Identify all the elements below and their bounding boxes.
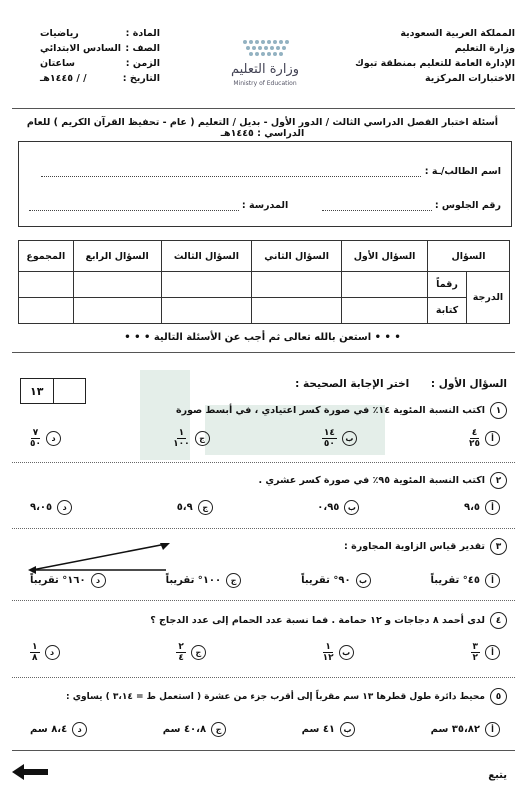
section-title: السؤال الأول : [430, 378, 507, 390]
fraction-numerator: ٣ [472, 642, 478, 652]
option-text: ٠،٩٥ [317, 502, 340, 513]
option-text: ٤٥° تقريباً [430, 575, 480, 586]
grades-column-header: السؤال الأول [342, 241, 428, 272]
option-d[interactable] [30, 722, 87, 737]
section-instruction: اختر الإجابة الصحيحة : [295, 378, 410, 390]
option-text: ٤٠،٨ سم [162, 724, 207, 735]
grades-column-header: السؤال الرابع [73, 241, 161, 272]
option-d[interactable] [30, 500, 72, 515]
question-2-options [30, 500, 500, 515]
question-3 [344, 538, 507, 555]
grades-column-header: المجموع [19, 241, 74, 272]
question-divider [12, 528, 515, 529]
option-letter: ب [340, 722, 355, 737]
option-text: ٣٥،٨٢ سم [430, 724, 480, 735]
question-divider [12, 462, 515, 463]
header-ministry-block [315, 26, 515, 86]
header-divider [12, 108, 515, 109]
question-text: تقدير قياس الزاوية المجاورة : [344, 541, 485, 552]
grade-cell[interactable] [73, 272, 161, 298]
option-text: ٩،٥ [463, 502, 480, 513]
option-c[interactable] [176, 642, 206, 663]
option-a[interactable] [471, 642, 501, 663]
grades-score-label: الدرجة [467, 272, 510, 324]
option-letter: ب [356, 573, 371, 588]
date-value: / / ١٤٤٥هـ [40, 73, 87, 84]
seat-number-field[interactable] [322, 201, 432, 211]
grade-cell[interactable] [161, 272, 252, 298]
date-label: التاريخ : [122, 73, 160, 84]
option-letter: د [46, 431, 61, 446]
option-letter: ب [342, 431, 357, 446]
option-letter: ج [226, 573, 241, 588]
fraction-numerator: ٧ [32, 428, 39, 438]
grade-cell[interactable] [73, 298, 161, 324]
option-letter: ج [198, 500, 213, 515]
question-4-options [30, 642, 500, 663]
option-b[interactable] [323, 642, 354, 663]
time-value: ساعتان [40, 58, 75, 69]
question-divider [12, 677, 515, 678]
question-number: ٣ [490, 538, 507, 555]
option-c[interactable] [163, 722, 226, 737]
header-line: وزارة التعليم [454, 43, 515, 54]
option-letter: ب [344, 500, 359, 515]
grades-written-label: كتابة [428, 298, 467, 324]
option-c[interactable] [177, 500, 213, 515]
question-text: اكتب النسبة المئوية ٩٥٪ في صورة كسر عشري . [258, 475, 485, 486]
subject-label: المادة : [125, 28, 160, 39]
option-d[interactable] [30, 428, 61, 449]
grade-cell[interactable] [161, 298, 252, 324]
option-a[interactable] [431, 573, 500, 588]
option-c[interactable] [166, 573, 242, 588]
score-blank[interactable] [53, 379, 86, 403]
question-2 [259, 472, 507, 489]
option-text: ٩،٠٥ [30, 502, 53, 513]
option-letter: أ [485, 645, 500, 660]
question-1 [176, 402, 507, 419]
option-c[interactable] [173, 428, 209, 449]
fraction-numerator: ١ [178, 428, 185, 438]
grade-cell[interactable] [252, 298, 342, 324]
question-number: ١ [490, 402, 507, 419]
ministry-logo [205, 30, 325, 90]
score-value: ١٣ [30, 384, 44, 398]
question-text: لدى أحمد ٨ دجاجات و ١٢ حمامة . فما نسبة عدد الحمام إلى عدد الدجاج ؟ [150, 615, 485, 626]
option-letter: ج [195, 431, 210, 446]
question-1-options [30, 428, 500, 449]
option-letter: ب [339, 645, 354, 660]
fraction-denominator: ٥٠ [323, 439, 335, 449]
option-text: ٨،٤ سم [30, 724, 68, 735]
option-b[interactable] [302, 722, 355, 737]
grade-cell[interactable] [342, 272, 428, 298]
grade-cell[interactable] [252, 272, 342, 298]
question-5 [66, 688, 507, 705]
fraction-denominator: ٢٥ [469, 439, 480, 449]
option-text: ٥،٩ [176, 502, 193, 513]
question-number: ٥ [490, 688, 507, 705]
option-text: ٩٠° تقريباً [301, 575, 351, 586]
grades-header-question: السؤال [428, 241, 510, 272]
grades-column-header: السؤال الثاني [252, 241, 342, 272]
header-line: المملكة العربية السعودية [400, 28, 515, 39]
exam-title: أسئلة اختبار الفصل الدراسي الثالث / الدور الأول - بديل / التعليم ( عام - تحفيظ القرآن الكريم ) للعام الدراسي : ١٤٤٥هـ [26, 117, 499, 139]
option-letter: أ [485, 573, 500, 588]
option-letter: د [57, 500, 72, 515]
grade-cell[interactable] [19, 272, 74, 298]
header-line: الاختبارات المركزية [425, 73, 515, 84]
question-text: محيط دائرة طول قطرها ١٣ سم مقرباً إلى أقرب جزء من عشرة ( استعمل ط = ٣،١٤ ) يساوي : [66, 692, 485, 702]
option-letter: د [91, 573, 106, 588]
option-text: ٤١ سم [301, 724, 336, 735]
option-letter: د [72, 722, 87, 737]
fraction-denominator: ٨ [32, 653, 38, 663]
option-letter: أ [485, 500, 500, 515]
grade-cell[interactable] [342, 298, 428, 324]
logo-text-ar: وزارة التعليم [230, 62, 300, 77]
fraction-denominator: ٢ [472, 653, 478, 663]
option-text: ١٠٠° تقريباً [165, 575, 222, 586]
student-name-label: اسم الطالب/ـة : [424, 166, 501, 177]
fraction-denominator: ١٠٠ [173, 439, 190, 449]
question-number: ٢ [490, 472, 507, 489]
fraction-denominator: ٤ [178, 653, 184, 663]
student-name-field[interactable] [41, 167, 421, 177]
fraction-denominator: ٥٠ [30, 439, 41, 449]
logo-text-en: Ministry of Education [233, 80, 297, 87]
grades-table [18, 240, 510, 324]
option-a[interactable] [469, 428, 500, 449]
option-letter: د [45, 645, 60, 660]
fraction-numerator: ٢ [178, 642, 184, 652]
intro-instruction: • • • استعن بالله تعالى ثم أجب عن الأسئلة التالية • • • [124, 332, 401, 343]
school-field[interactable] [29, 201, 239, 211]
option-letter: أ [485, 722, 500, 737]
question-number: ٤ [490, 612, 507, 629]
fraction-numerator: ١٤ [323, 428, 335, 438]
grade-label: الصف : [125, 43, 160, 54]
question-text: اكتب النسبة المئوية ١٤٪ في صورة كسر اعتيادي ، في أبسط صورة [176, 405, 485, 416]
grades-column-header: السؤال الثالث [161, 241, 252, 272]
school-label: المدرسة : [241, 200, 289, 211]
section-score-box [20, 378, 86, 404]
fraction-denominator: ١٢ [322, 653, 334, 663]
grade-cell[interactable] [19, 298, 74, 324]
option-b[interactable] [301, 573, 370, 588]
section-heading [295, 378, 507, 390]
option-letter: أ [485, 431, 500, 446]
header-line: الإدارة العامة للتعليم بمنطقة تبوك [355, 58, 515, 69]
question-5-options [30, 722, 500, 737]
bottom-divider [12, 750, 515, 751]
continue-label: يتبع [488, 770, 507, 781]
option-d[interactable] [30, 642, 60, 663]
fraction-numerator: ٤ [471, 428, 478, 438]
seat-number-label: رقم الجلوس : [434, 200, 501, 211]
option-d[interactable] [30, 573, 106, 588]
section-divider [12, 352, 515, 353]
option-b[interactable] [317, 500, 359, 515]
fraction-numerator: ١ [32, 642, 38, 652]
subject-value: رياضيات [40, 28, 79, 39]
option-text: ١٦٠° تقريباً [30, 575, 86, 586]
question-divider [12, 600, 515, 601]
question-3-options [30, 573, 500, 588]
option-letter: ج [211, 722, 226, 737]
option-letter: ج [191, 645, 206, 660]
fraction-numerator: ١ [325, 642, 331, 652]
option-a[interactable] [431, 722, 500, 737]
grades-numeric-label: رقماً [428, 272, 467, 298]
student-info-box [18, 141, 512, 227]
left-arrow-icon [12, 764, 48, 780]
option-a[interactable] [464, 500, 500, 515]
time-label: الزمن : [125, 58, 160, 69]
question-4 [150, 612, 507, 629]
option-b[interactable] [322, 428, 357, 449]
header-exam-info [40, 26, 160, 86]
grade-value: السادس الابتدائي [40, 43, 122, 54]
